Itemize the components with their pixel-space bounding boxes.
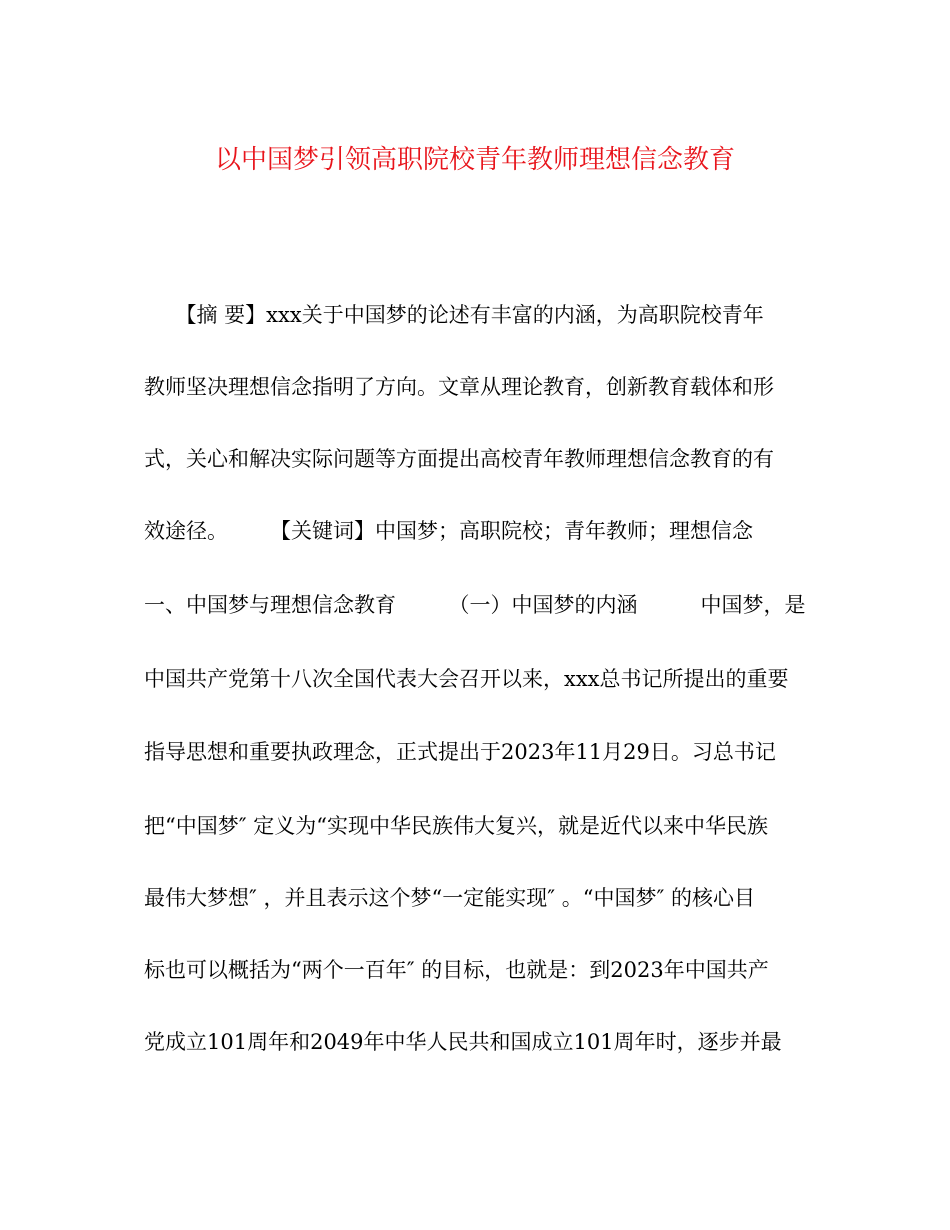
body-line: 党成立101周年和2049年中华人民共和国成立101周年时，逐步并最 xyxy=(144,1030,782,1054)
body-line: 把“中国梦″ 定义为“实现中华民族伟大复兴，就是近代以来中华民族 xyxy=(144,814,768,838)
body-line: 标也可以概括为“两个一百年″ 的目标，也就是：到2023年中国共产 xyxy=(144,958,769,982)
body-line: 效途径。 【关键词】中国梦；高职院校；青年教师；理想信念 xyxy=(144,519,753,543)
body-line: 指导思想和重要执政理念，正式提出于2023年11月29日。习总书记 xyxy=(144,740,776,764)
body-line: 教师坚决理想信念指明了方向。文章从理论教育，创新教育载体和形 xyxy=(144,375,774,399)
document-title: 以中国梦引领高职院校青年教师理想信念教育 xyxy=(214,145,735,175)
body-line: 最伟大梦想″ ，并且表示这个梦“一定能实现″ 。“中国梦″ 的核心目 xyxy=(144,886,756,910)
body-line: 【摘 要】xxx关于中国梦的论述有丰富的内涵，为高职院校青年 xyxy=(144,303,764,327)
body-line: 一、中国梦与理想信念教育 （一）中国梦的内涵 中国梦，是 xyxy=(144,593,806,617)
body-line: 式，关心和解决实际问题等方面提出高校青年教师理想信念教育的有 xyxy=(144,447,774,471)
body-line: 中国共产党第十八次全国代表大会召开以来，xxx总书记所提出的重要 xyxy=(144,667,789,691)
